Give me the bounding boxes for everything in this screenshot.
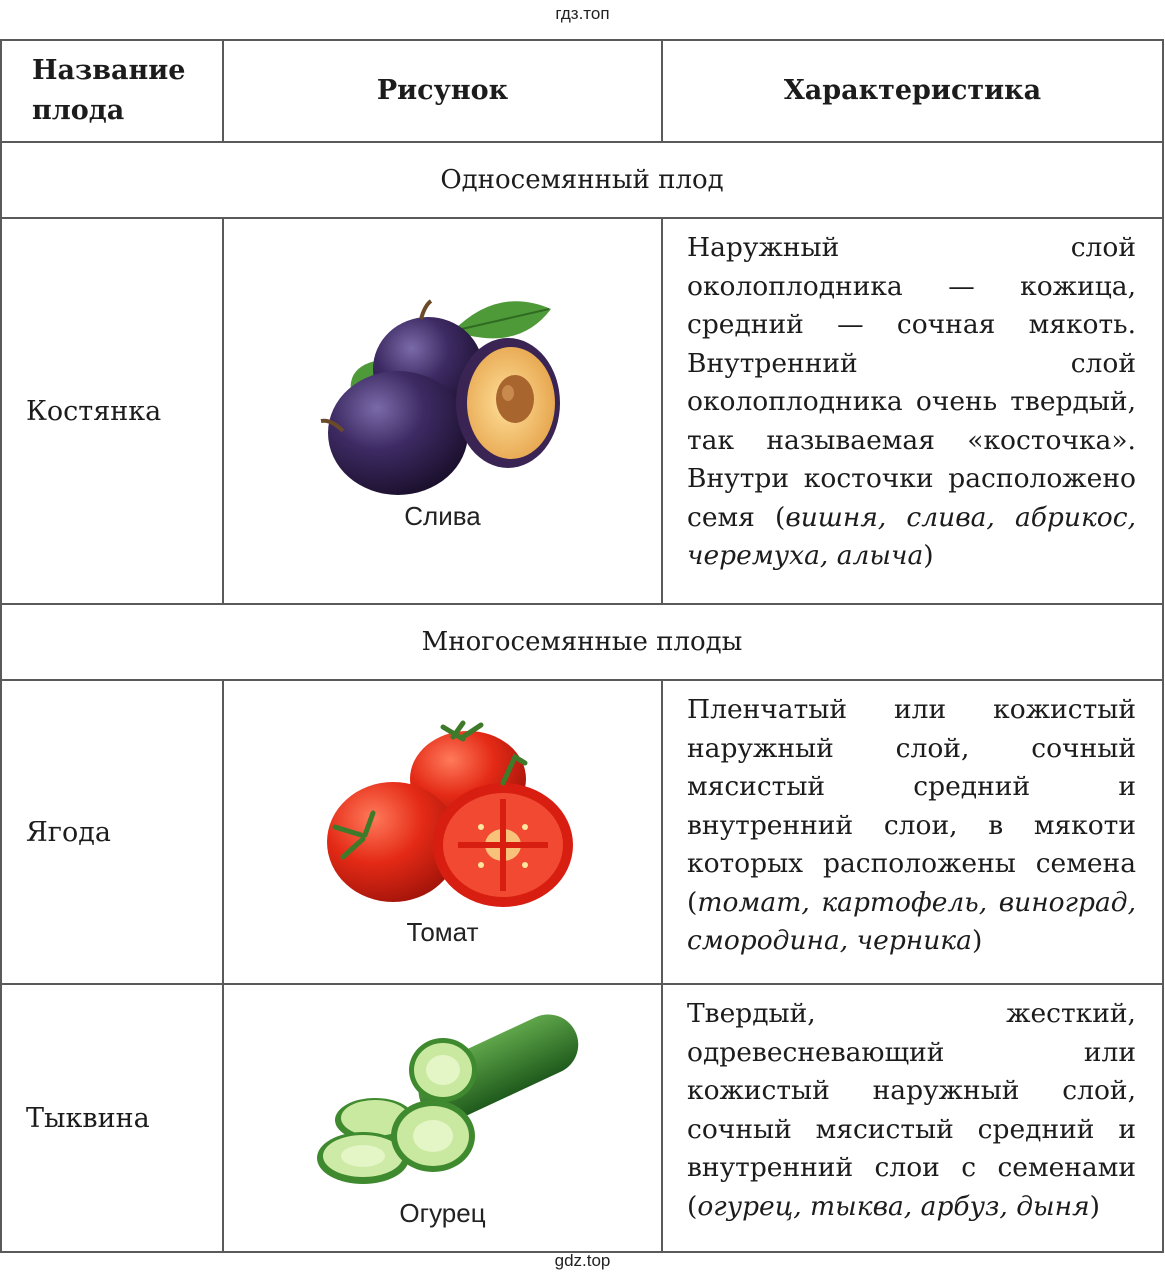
watermark-bottom: gdz.top — [554, 1251, 611, 1270]
plum-illustration — [303, 291, 583, 501]
section-row-multi-seed — [1, 604, 1163, 680]
table-row-berry — [1, 680, 1163, 984]
picture-caption: Слива — [404, 500, 481, 531]
fruit-name: Костянка — [1, 218, 223, 604]
header-picture: Рисунок — [223, 40, 662, 142]
description-text: Твердый, жесткий, одревесневающий или кожистый наружный слой, сочный мясистый средний и внутренний слои с семенами — [687, 998, 1136, 1183]
fruit-description: Наружный слой околоплодника — кожица, средний — сочная мякоть. Внутренний слой околоплодника очень твердый, так называемая «косточка». Внутри косточки расположено семя (вишня, слива, абрикос, черемуха, алыча) — [662, 218, 1163, 604]
picture-caption: Огурец — [399, 1197, 486, 1228]
section-title: Многосемянные плоды — [1, 604, 1163, 680]
fruit-name: Тыквина — [1, 984, 223, 1252]
picture-cell — [223, 680, 662, 984]
fruit-types-table — [0, 39, 1164, 1253]
fruit-description: Твердый, жесткий, одревесневающий или кожистый наружный слой, сочный мясистый средний и внутренний слои с семенами (огурец, тыква, арбуз, дыня) — [662, 984, 1163, 1252]
picture-cell — [223, 218, 662, 604]
examples-text: вишня, слива, абрикос, черемуха, алыча — [687, 501, 1137, 571]
table-row-drupe — [1, 218, 1163, 604]
examples-text: огурец, тыква, арбуз, дыня — [697, 1190, 1090, 1222]
section-row-single-seed — [1, 142, 1163, 218]
cucumber-illustration — [303, 1008, 583, 1198]
section-title: Односемянный плод — [1, 142, 1163, 218]
fruit-name: Ягода — [1, 680, 223, 984]
fruit-description: Пленчатый или кожистый наружный слой, сочный мясистый средний и внутренний слои, в мякоти которых расположены семена (томат, картофель, виноград, смородина, черника) — [662, 680, 1163, 984]
header-description: Характеристика — [662, 40, 1163, 142]
description-text: Наружный слой околоплодника — кожица, средний — сочная мякоть. Внутренний слой околоплодника очень твердый, так называемая «косточка». Внутри косточки расположено семя — [687, 232, 1136, 533]
description-text: Пленчатый или кожистый наружный слой, сочный мясистый средний и внутренний слои, в мякоти которых расположены семена — [687, 694, 1136, 879]
cucumber-slice — [409, 1038, 477, 1102]
table-header-row — [1, 40, 1163, 142]
watermark-top: гдз.топ — [555, 4, 610, 23]
picture-caption: Томат — [406, 916, 479, 947]
examples-text: томат, картофель, виноград, смородина, черника — [687, 886, 1136, 956]
picture-cell — [223, 984, 662, 1252]
tomato-illustration — [303, 717, 583, 917]
header-fruit-name: Название плода — [1, 40, 223, 142]
table-row-pepo — [1, 984, 1163, 1252]
